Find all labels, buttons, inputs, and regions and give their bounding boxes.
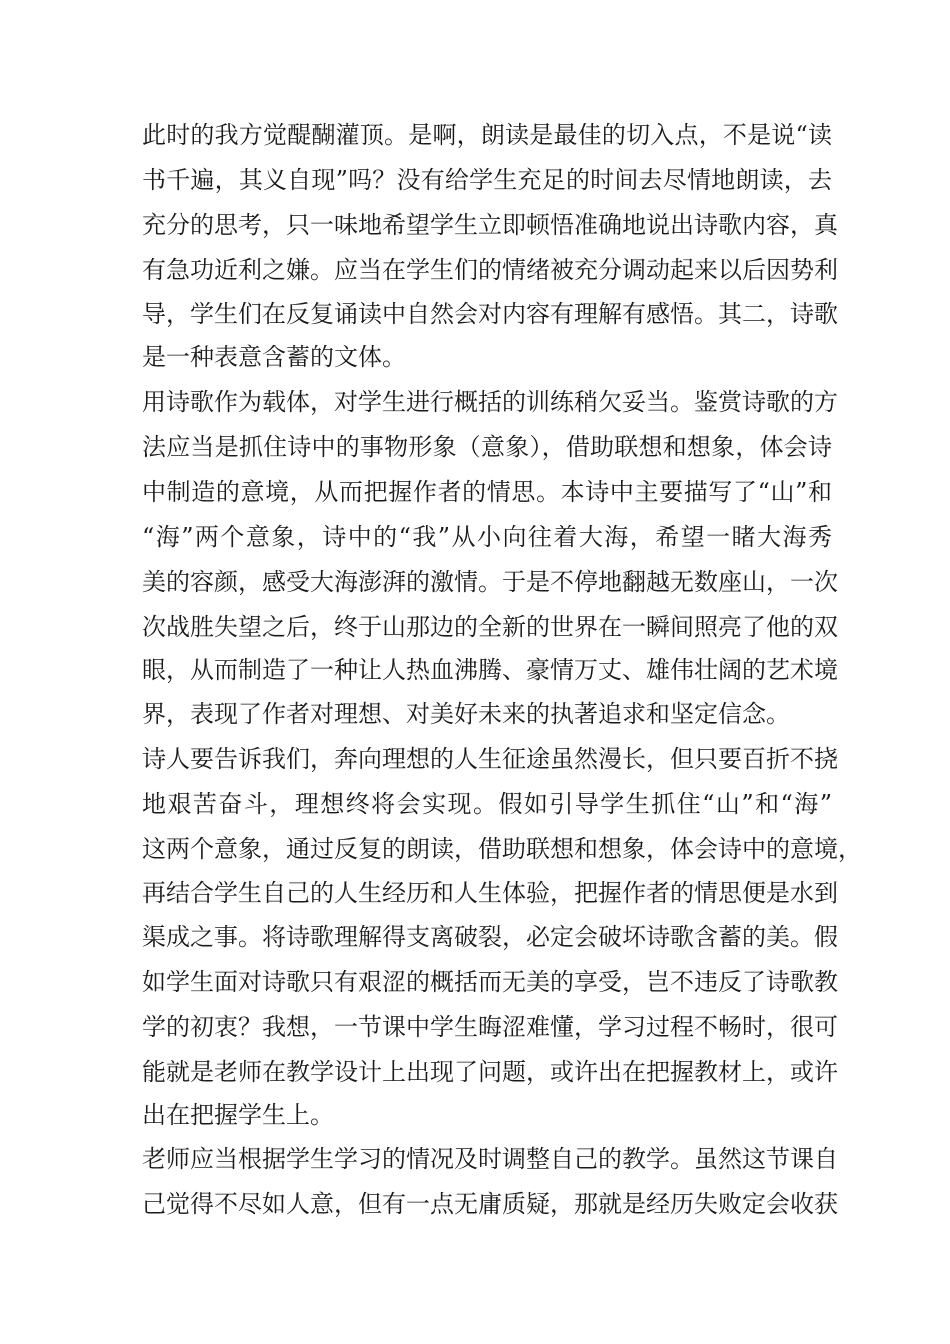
text-line: 出在把握学生上。	[142, 1101, 334, 1129]
text-line: 导，学生们在反复诵读中自然会对内容有理解有感悟。其二，诗歌	[142, 300, 838, 328]
text-line: 用诗歌作为载体，对学生进行概括的训练稍欠妥当。鉴赏诗歌的方	[142, 388, 838, 416]
text-line: 书千遍，其义自现”吗？没有给学生充足的时间去尽情地朗读，去	[142, 166, 832, 194]
text-line: 如学生面对诗歌只有艰涩的概括而无美的享受，岂不违反了诗歌教	[142, 968, 838, 996]
text-line: 学的初衷？我想，一节课中学生晦涩难懂，学习过程不畅时，很可	[142, 1013, 838, 1041]
text-line: 这两个意象，通过反复的朗读，借助联想和想象，体会诗中的意境，	[142, 835, 862, 863]
text-line: 有急功近利之嫌。应当在学生们的情绪被充分调动起来以后因势利	[142, 256, 838, 284]
text-line: 地艰苦奋斗，理想终将会实现。假如引导学生抓住“山”和“海”	[142, 790, 832, 818]
text-line: 眼，从而制造了一种让人热血沸腾、豪情万丈、雄伟壮阔的艺术境	[142, 656, 838, 684]
text-line: “海”两个意象，诗中的“我”从小向往着大海，希望一睹大海秀	[142, 523, 832, 551]
text-line: 渠成之事。将诗歌理解得支离破裂，必定会破坏诗歌含蓄的美。假	[142, 923, 838, 951]
text-line: 美的容颜，感受大海澎湃的激情。于是不停地翻越无数座山，一次	[142, 568, 838, 596]
text-line: 己觉得不尽如人意，但有一点无庸质疑，那就是经历失败定会收获	[142, 1190, 838, 1218]
text-line: 此时的我方觉醍醐灌顶。是啊，朗读是最佳的切入点，不是说“读	[142, 121, 832, 149]
text-line: 界，表现了作者对理想、对美好未来的执著追求和坚定信念。	[142, 700, 790, 728]
text-line: 中制造的意境，从而把握作者的情思。本诗中主要描写了“山”和	[142, 478, 832, 506]
text-line: 能就是老师在教学设计上出现了问题，或许出在把握教材上，或许	[142, 1058, 838, 1086]
text-line: 再结合学生自己的人生经历和人生体验，把握作者的情思便是水到	[142, 879, 838, 907]
text-line: 法应当是抓住诗中的事物形象（意象），借助联想和想象，体会诗	[142, 433, 832, 461]
text-line: 是一种表意含蓄的文体。	[142, 343, 406, 371]
text-line: 次战胜失望之后，终于山那边的全新的世界在一瞬间照亮了他的双	[142, 613, 838, 641]
text-line: 充分的思考，只一味地希望学生立即顿悟准确地说出诗歌内容，真	[142, 211, 838, 239]
text-line: 老师应当根据学生学习的情况及时调整自己的教学。虽然这节课自	[142, 1145, 838, 1173]
text-line: 诗人要告诉我们，奔向理想的人生征途虽然漫长，但只要百折不挠	[142, 745, 838, 773]
